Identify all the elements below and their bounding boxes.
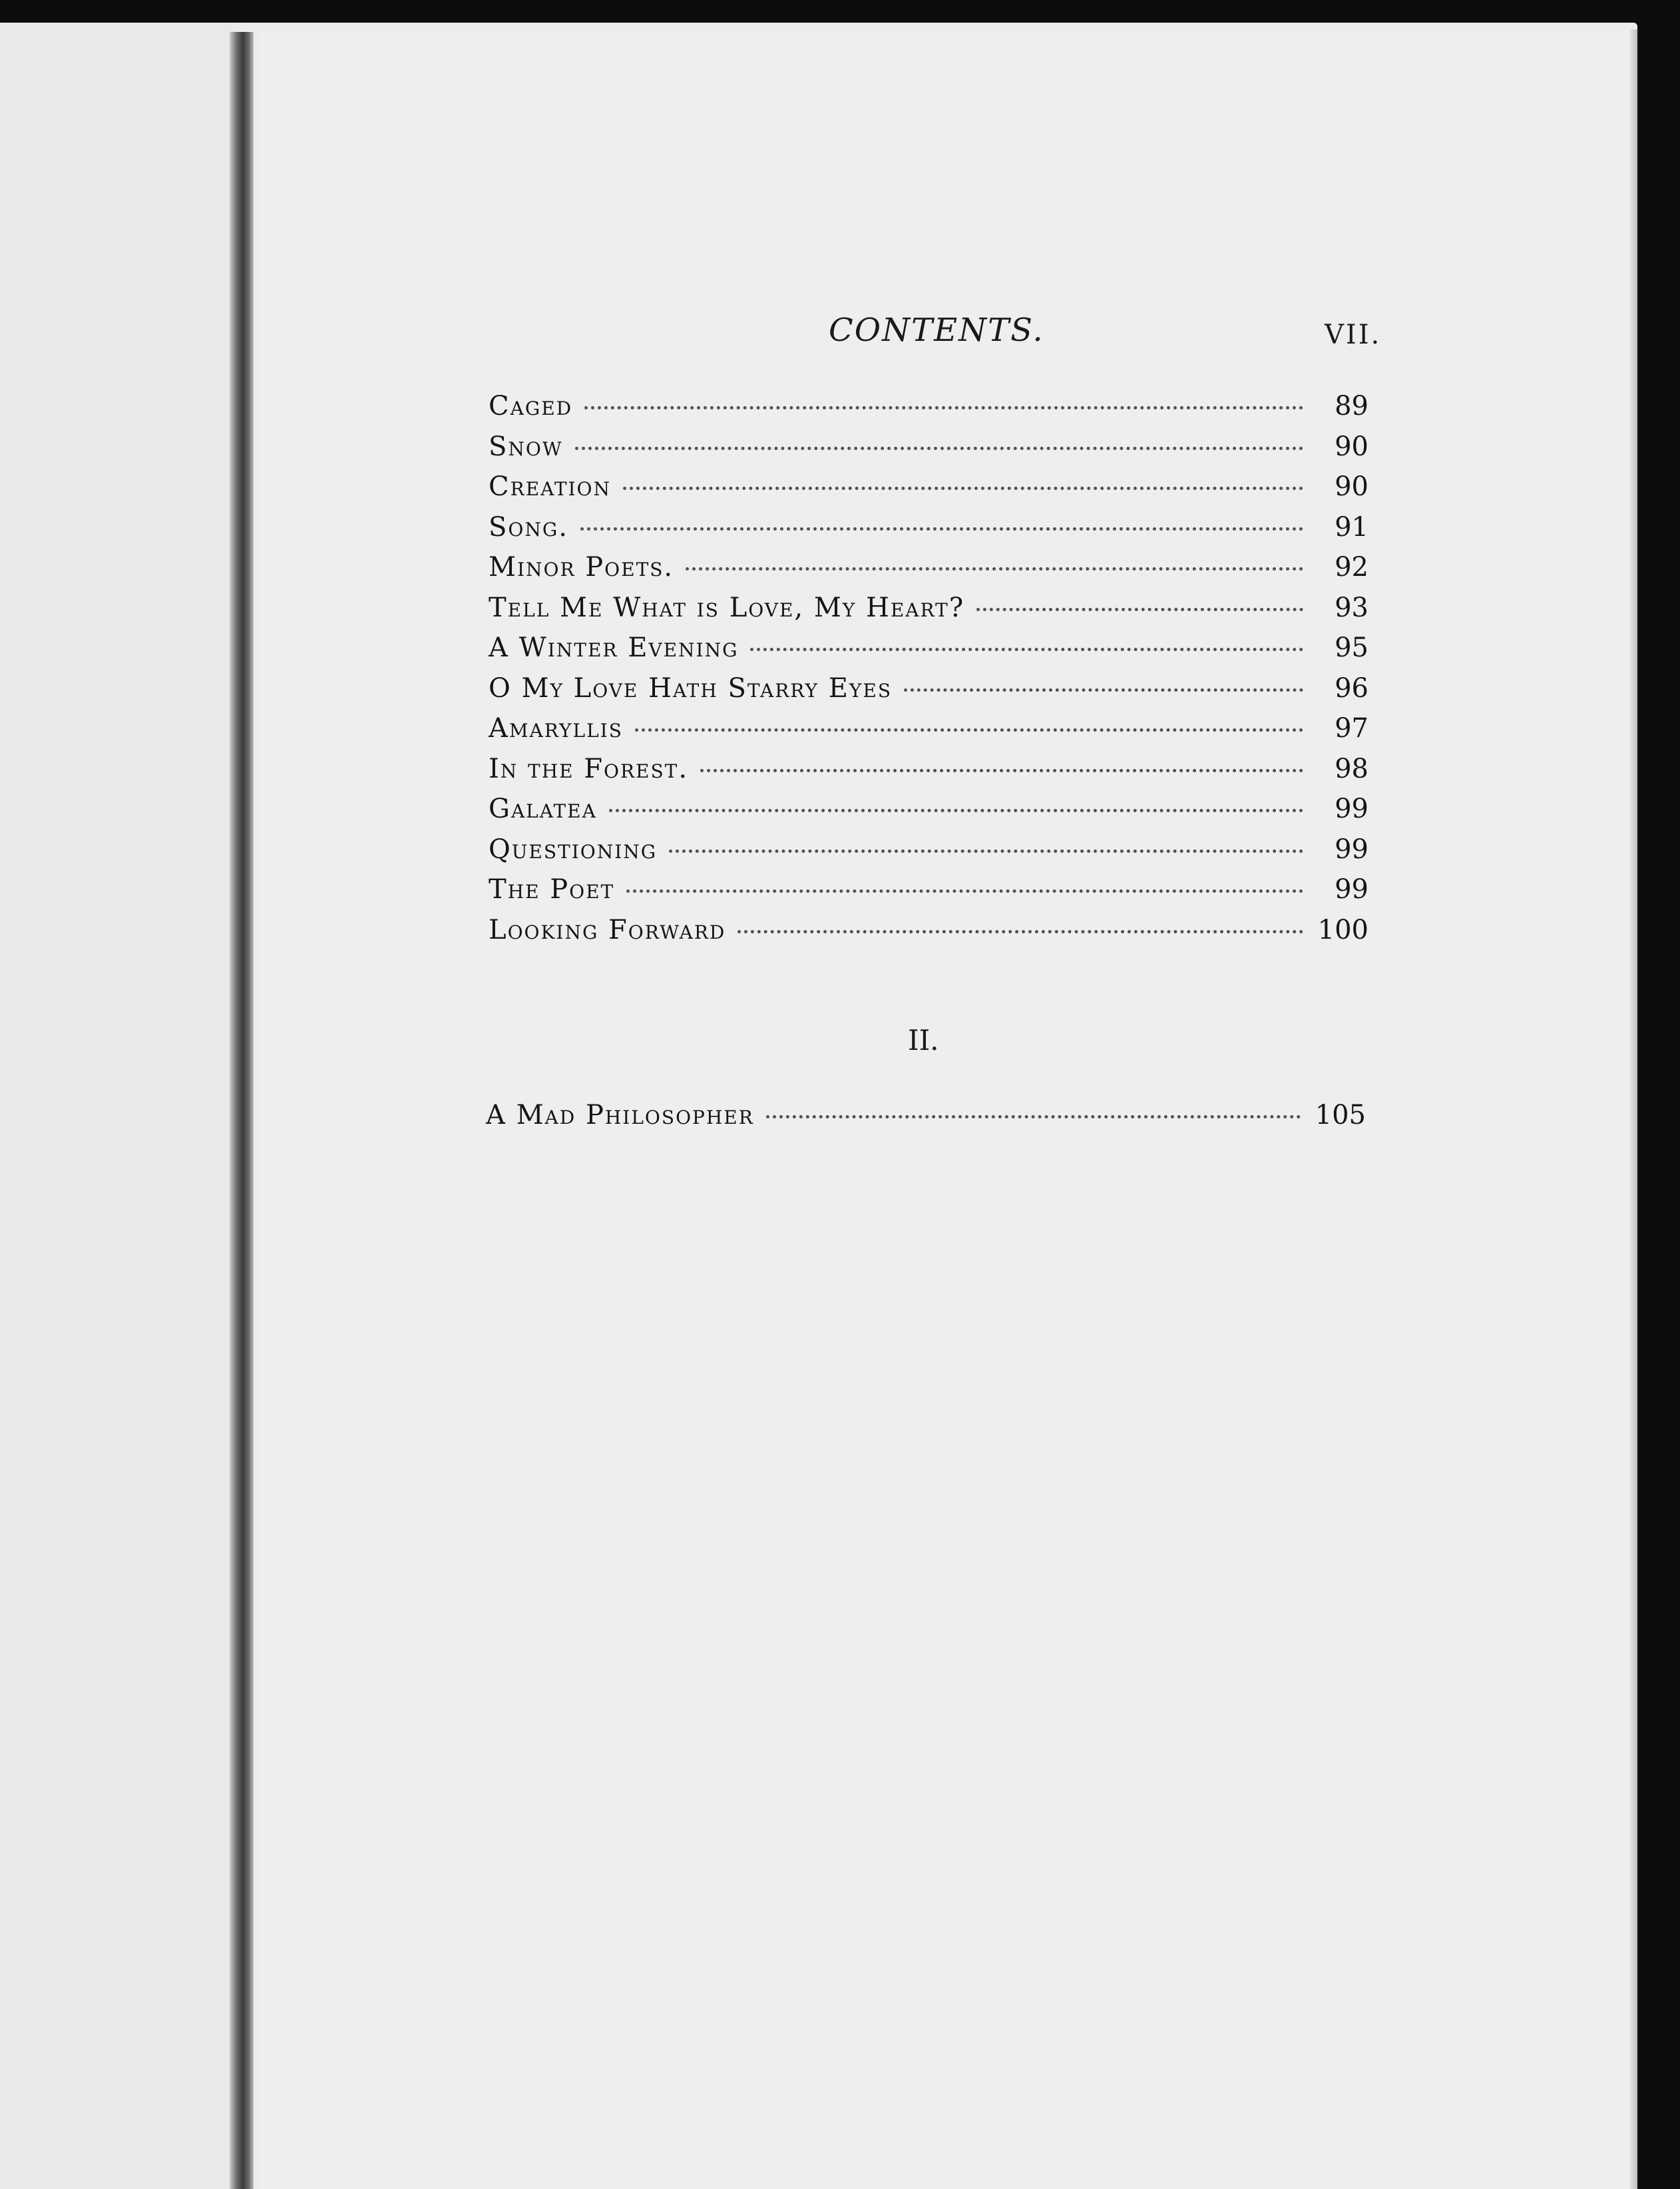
toc-entry (486, 1095, 1366, 1136)
toc-entry-page: 99 (1335, 874, 1368, 905)
toc-entry (489, 547, 1368, 588)
toc-entry-title: Caged (489, 391, 573, 421)
toc-entry (489, 869, 1368, 910)
toc-entry-page: 99 (1335, 834, 1368, 865)
toc-entry (489, 386, 1368, 427)
toc-entry-title: Amaryllis (489, 713, 623, 744)
part-heading: II. (908, 1024, 939, 1057)
dot-leader (609, 809, 1303, 812)
page-number: VII. (1325, 320, 1382, 350)
toc-entry-title: Song. (489, 511, 568, 543)
dot-leader (976, 608, 1303, 611)
toc-entry-page: 97 (1335, 713, 1368, 744)
facing-page (0, 23, 233, 2189)
dot-leader (635, 728, 1303, 732)
running-head: CONTENTS. (829, 312, 1044, 349)
toc-entry-title: Creation (489, 471, 612, 502)
toc-entry (489, 628, 1368, 668)
toc-entry-title: In the Forest. (489, 753, 689, 784)
dot-leader (737, 930, 1303, 933)
toc-entry (489, 708, 1368, 749)
toc-entry-title: The Poet (489, 874, 615, 905)
toc-entry-title: A Mad Philosopher (486, 1100, 754, 1130)
table-of-contents (489, 386, 1368, 950)
toc-entry-page: 99 (1335, 794, 1368, 824)
dot-leader (626, 889, 1303, 893)
toc-entry-title: Looking Forward (489, 914, 726, 945)
dot-leader (584, 406, 1303, 409)
dot-leader (750, 648, 1303, 651)
toc-entry-page: 90 (1335, 471, 1368, 502)
dot-leader (669, 850, 1303, 853)
dot-leader (766, 1115, 1301, 1118)
dot-leader (580, 527, 1303, 531)
toc-entry-page: 100 (1317, 914, 1368, 945)
dot-leader (575, 447, 1303, 450)
toc-entry-title: Snow (489, 431, 563, 462)
toc-entry-page: 90 (1335, 431, 1368, 462)
toc-entry-page: 95 (1335, 632, 1368, 663)
toc-entry-title: O My Love Hath Starry Eyes (489, 672, 893, 704)
page-edge (1629, 29, 1637, 2189)
toc-entry-title: A Winter Evening (489, 632, 739, 663)
toc-entry (489, 427, 1368, 467)
toc-entry-title: Tell Me What is Love, My Heart? (489, 592, 965, 623)
toc-entry (489, 507, 1368, 548)
toc-entry (489, 789, 1368, 830)
toc-entry-title: Galatea (489, 794, 597, 824)
book-gutter (230, 32, 254, 2189)
toc-entry-page: 89 (1335, 391, 1368, 421)
toc-entry (489, 910, 1368, 951)
toc-entry-page: 91 (1335, 511, 1368, 543)
toc-entry-page: 105 (1315, 1100, 1366, 1130)
dot-leader (686, 567, 1303, 571)
toc-entry-page: 93 (1335, 592, 1368, 623)
toc-entry (489, 668, 1368, 709)
dot-leader (623, 487, 1303, 490)
toc-entry (489, 588, 1368, 628)
dot-leader (904, 688, 1303, 692)
toc-entry-page: 98 (1335, 753, 1368, 784)
toc-entry-title: Minor Poets. (489, 552, 674, 583)
toc-entry (489, 467, 1368, 507)
toc-entry-page: 92 (1335, 552, 1368, 583)
toc-entry (489, 749, 1368, 790)
table-of-contents-part-two (486, 1095, 1366, 1136)
toc-entry-page: 96 (1335, 672, 1368, 704)
toc-entry-title: Questioning (489, 834, 658, 865)
toc-entry (489, 830, 1368, 870)
dot-leader (700, 769, 1303, 772)
